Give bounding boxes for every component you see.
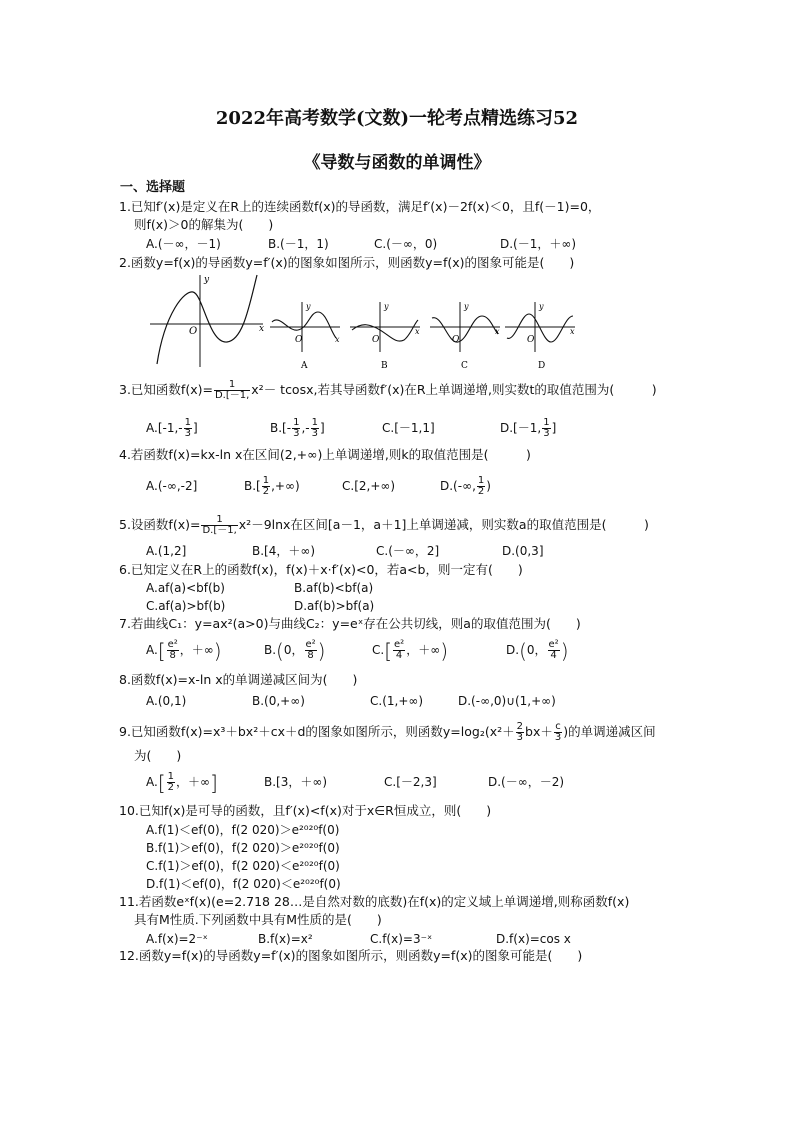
q8-options	[146, 693, 556, 709]
q2-option-d-graph	[505, 302, 575, 371]
q9-option-a: A.[ $\frac{1}{2}$ ，＋∞]	[146, 770, 218, 795]
q10-option-d: D.f(1)＜ef(0)，f(2 020)＜e²⁰²⁰f(0)	[146, 877, 341, 891]
axis-x-label: x	[415, 327, 420, 336]
axis-y-label: y	[384, 302, 389, 311]
q9-option-b: B.[3，＋∞)	[264, 775, 328, 789]
frac-den: 3	[184, 428, 191, 439]
q3-option-d: D.[－1, $\frac{1}{3}$ ]	[500, 417, 557, 439]
axis-y-label: y	[539, 302, 544, 311]
frac-den: 3	[516, 732, 524, 743]
axis-y-label: y	[204, 275, 210, 285]
q2-derivative-graph	[150, 275, 264, 367]
q7-option-d: D.(0， $\frac{\text{e²}}{4}$ )	[506, 638, 569, 663]
q2-label-b: B	[381, 361, 388, 371]
q9-post: )的单调递减区间	[563, 724, 656, 739]
q2-figures	[145, 272, 585, 372]
frac	[292, 418, 300, 439]
q1-options	[146, 236, 576, 252]
q4-option-d	[440, 476, 491, 497]
frac-den: 4	[550, 650, 557, 661]
q1-option-d: D.(－1，＋∞)	[500, 237, 577, 251]
origin-label: O	[452, 335, 460, 345]
q1-line2: 则f(x)＞0的解集为( )	[134, 217, 274, 232]
q9-pre: 9.已知函数f(x)=x³＋bx²＋cx＋d的图象如图所示，则函数y=log₂(x²＋	[119, 724, 515, 739]
frac-den: 3	[311, 428, 318, 439]
q3-pre: 3.已知函数f(x)=	[119, 382, 213, 397]
frac	[305, 640, 317, 661]
q11-line2: 具有M性质.下列函数中具有M性质的是( )	[134, 912, 382, 927]
q9-line1	[119, 722, 656, 743]
q3-option-a: A.[-1,- $\frac{1}{3}$ ]	[146, 417, 198, 439]
q12-line1: 12.函数y=f(x)的导函数y=f′(x)的图象如图所示，则函数y=f(x)的图象可能是( )	[119, 948, 583, 963]
frac-num: 2	[516, 721, 524, 732]
opt-text: B.[-	[270, 421, 292, 435]
frac-num: e²	[167, 639, 178, 650]
q9-option-c: C.[－2,3]	[384, 775, 437, 789]
q1-option-a: A.(－∞，－1)	[146, 237, 221, 251]
frac-den: D.[－1,	[202, 525, 237, 536]
frac-num: e²	[548, 639, 559, 650]
q9-line2: 为( )	[134, 748, 182, 763]
q3-options	[146, 418, 556, 439]
frac	[311, 418, 319, 439]
frac-den: 4	[395, 650, 403, 661]
opt-text: B.	[264, 643, 277, 657]
frac-num: 1	[477, 475, 485, 486]
frac-num: 1	[293, 417, 300, 428]
q2-line1: 2.函数y=f(x)的导函数y=f′(x)的图象如图所示，则函数y=f(x)的图象可能是( )	[119, 255, 575, 270]
opt-text: C.	[372, 643, 385, 657]
q1-option-c: C.(－∞，0)	[374, 237, 438, 251]
axis-x-label: x	[570, 327, 575, 336]
frac	[167, 640, 179, 661]
frac	[393, 640, 405, 661]
frac-den: 3	[554, 732, 562, 743]
q5-pre: 5.设函数f(x)=	[119, 517, 201, 532]
q7-option-a: A.[ $\frac{\text{e²}}{8}$ ，＋∞)	[146, 638, 222, 663]
q11-options	[146, 931, 571, 947]
q7-option-b: B.(0， $\frac{\text{e²}}{8}$ )	[264, 638, 326, 663]
q5-line1	[119, 515, 649, 536]
opt-text: B.[	[244, 479, 261, 493]
q8-option-a: A.(0,1)	[146, 694, 187, 708]
q8-line1: 8.函数f(x)=x-ln x的单调递减区间为( )	[119, 672, 358, 687]
frac	[201, 515, 237, 536]
opt-text: )	[486, 479, 491, 493]
opt-text: ，＋∞	[179, 643, 214, 657]
q4-line1: 4.若函数f(x)=kx-ln x在区间(2,+∞)上单调递增,则k的取值范围是( )	[119, 447, 531, 462]
axis-x-label: x	[259, 324, 265, 334]
q2-label-a: A	[301, 361, 308, 371]
origin-label: O	[189, 326, 198, 337]
opt-text: A.	[146, 643, 158, 657]
q6-line1: 6.已知定义在R上的函数f(x)，f(x)＋x·f′(x)<0，若a<b，则一定有( )	[119, 562, 523, 577]
frac-den: 2	[167, 782, 174, 793]
frac-den: D.[－1,	[214, 390, 250, 401]
q10-line1: 10.已知f(x)是可导的函数，且f′(x)<f(x)对于x∈R恒成立，则( )	[119, 803, 492, 818]
q11-line1: 11.若函数eˣf(x)(e=2.718 28…是自然对数的底数)在f(x)的定义域上单调递增,则称函数f(x)	[119, 894, 630, 909]
q8-option-b: B.(0,+∞)	[252, 694, 305, 708]
frac-num: 1	[543, 417, 550, 428]
frac-num: 1	[167, 771, 174, 782]
q5-options	[146, 543, 544, 559]
axis-y-label: y	[464, 302, 469, 311]
q5-post: x²－9lnx在区间[a－1，a＋1]上单调递减，则实数a的取值范围是( )	[238, 517, 649, 532]
q5-option-d: D.(0,3]	[502, 544, 544, 558]
q10-option-c: C.f(1)＞ef(0)，f(2 020)＜e²⁰²⁰f(0)	[146, 859, 340, 873]
q5-option-b: B.[4，＋∞)	[252, 544, 316, 558]
opt-text: ，＋∞	[406, 643, 441, 657]
q5-option-a: A.(1,2]	[146, 544, 187, 558]
q3-post: x²－ tcosx,若其导函数f′(x)在R上单调递增,则实数t的取值范围为( )	[251, 382, 657, 397]
frac	[548, 640, 560, 661]
frac-num: 1	[184, 417, 191, 428]
origin-label: O	[527, 335, 535, 345]
q6-options-row2	[146, 598, 374, 614]
q9-options	[146, 772, 564, 793]
q9-option-d: D.(－∞，－2)	[488, 775, 565, 789]
q6-option-d: D.af(b)>bf(a)	[294, 599, 375, 613]
q11-option-c: C.f(x)=3⁻ˣ	[370, 932, 433, 946]
q6-option-c: C.af(a)>bf(b)	[146, 599, 226, 613]
frac-den: 2	[477, 486, 485, 497]
q11-option-b: B.f(x)=x²	[258, 932, 313, 946]
frac	[516, 722, 524, 743]
q11-option-d: D.f(x)=cos x	[496, 932, 571, 946]
frac-num: c	[555, 721, 561, 732]
q8-option-d: D.(-∞,0)∪(1,+∞)	[458, 694, 556, 708]
page-subtitle: 《导数与函数的单调性》	[303, 153, 491, 173]
q10-option-a: A.f(1)＜ef(0)，f(2 020)＞e²⁰²⁰f(0)	[146, 823, 340, 837]
opt-text: D.[－1,	[500, 421, 542, 435]
q3-option-c: C.[－1,1]	[382, 421, 435, 435]
frac-num: 1	[311, 417, 318, 428]
q9-mid: bx＋	[525, 724, 553, 739]
frac-num: 1	[214, 380, 250, 391]
frac	[554, 722, 562, 743]
q1-line1: 1.已知f′(x)是定义在R上的连续函数f(x)的导函数，满足f′(x)－2f(x)＜0，且f(－1)=0，	[119, 199, 601, 214]
axis-x-label: x	[335, 335, 340, 344]
q6-options-row1	[146, 580, 373, 596]
frac-den: 2	[262, 486, 270, 497]
q6-option-b: B.af(b)<bf(a)	[294, 581, 374, 595]
q2-label-d: D	[538, 361, 546, 371]
frac	[477, 476, 485, 497]
opt-text: A.	[146, 775, 158, 789]
q7-line1: 7.若曲线C₁：y=ax²(a>0)与曲线C₂：y=eˣ存在公共切线，则a的取值范围为( )	[119, 616, 581, 631]
q7-options	[146, 640, 569, 661]
frac-num: e²	[305, 639, 316, 650]
opt-text: 0，	[283, 643, 304, 657]
q8-option-c: C.(1,+∞)	[370, 694, 424, 708]
origin-label: O	[372, 335, 380, 345]
frac	[542, 418, 550, 439]
q5-option-c: C.(－∞，2]	[376, 544, 440, 558]
frac-num: e²	[394, 639, 405, 650]
frac-num: 1	[201, 515, 237, 526]
origin-label: O	[295, 335, 303, 345]
opt-text: D.	[506, 643, 520, 657]
frac-den: 8	[169, 650, 176, 661]
q2-label-c: C	[461, 361, 468, 371]
frac-num: 1	[262, 475, 270, 486]
q2-option-b-graph	[350, 302, 420, 371]
q4-option-c: C.[2,+∞)	[342, 479, 396, 493]
q4-option-a: A.(-∞,-2]	[146, 479, 198, 493]
q3-line1	[119, 380, 657, 401]
q11-option-a: A.f(x)=2⁻ˣ	[146, 932, 208, 946]
q1-option-b: B.(－1，1)	[268, 237, 329, 251]
page-title: 2022年高考数学(文数)一轮考点精选练习52	[215, 108, 579, 129]
frac-den: 3	[293, 428, 300, 439]
frac	[167, 772, 175, 793]
q6-option-a: A.af(a)<bf(b)	[146, 581, 225, 595]
opt-text: 0，	[526, 643, 547, 657]
q10-option-b: B.f(1)＞ef(0)，f(2 020)＞e²⁰²⁰f(0)	[146, 841, 340, 855]
opt-text: ，＋∞	[176, 775, 210, 789]
axis-x-label: x	[495, 327, 500, 336]
q2-option-c-graph	[430, 302, 500, 371]
q2-option-a-graph	[270, 302, 340, 371]
frac-den: 3	[543, 428, 550, 439]
q3-fraction	[214, 380, 250, 401]
opt-text: A.[-1,-	[146, 421, 183, 435]
frac	[262, 476, 270, 497]
opt-text: D.(-∞,	[440, 479, 476, 493]
opt-text: ,+∞)	[271, 479, 300, 493]
axis-y-label: y	[306, 302, 311, 311]
q4-option-b	[244, 476, 342, 497]
q3-option-b: B.[- $\frac{1}{3}$ ,- $\frac{1}{3}$ ]	[270, 417, 325, 439]
frac	[184, 418, 192, 439]
q4-options	[146, 476, 491, 497]
q7-option-c: C.[ $\frac{\text{e²}}{4}$ ，＋∞)	[372, 638, 448, 663]
frac-den: 8	[307, 650, 314, 661]
section-heading: 一、选择题	[120, 180, 186, 195]
